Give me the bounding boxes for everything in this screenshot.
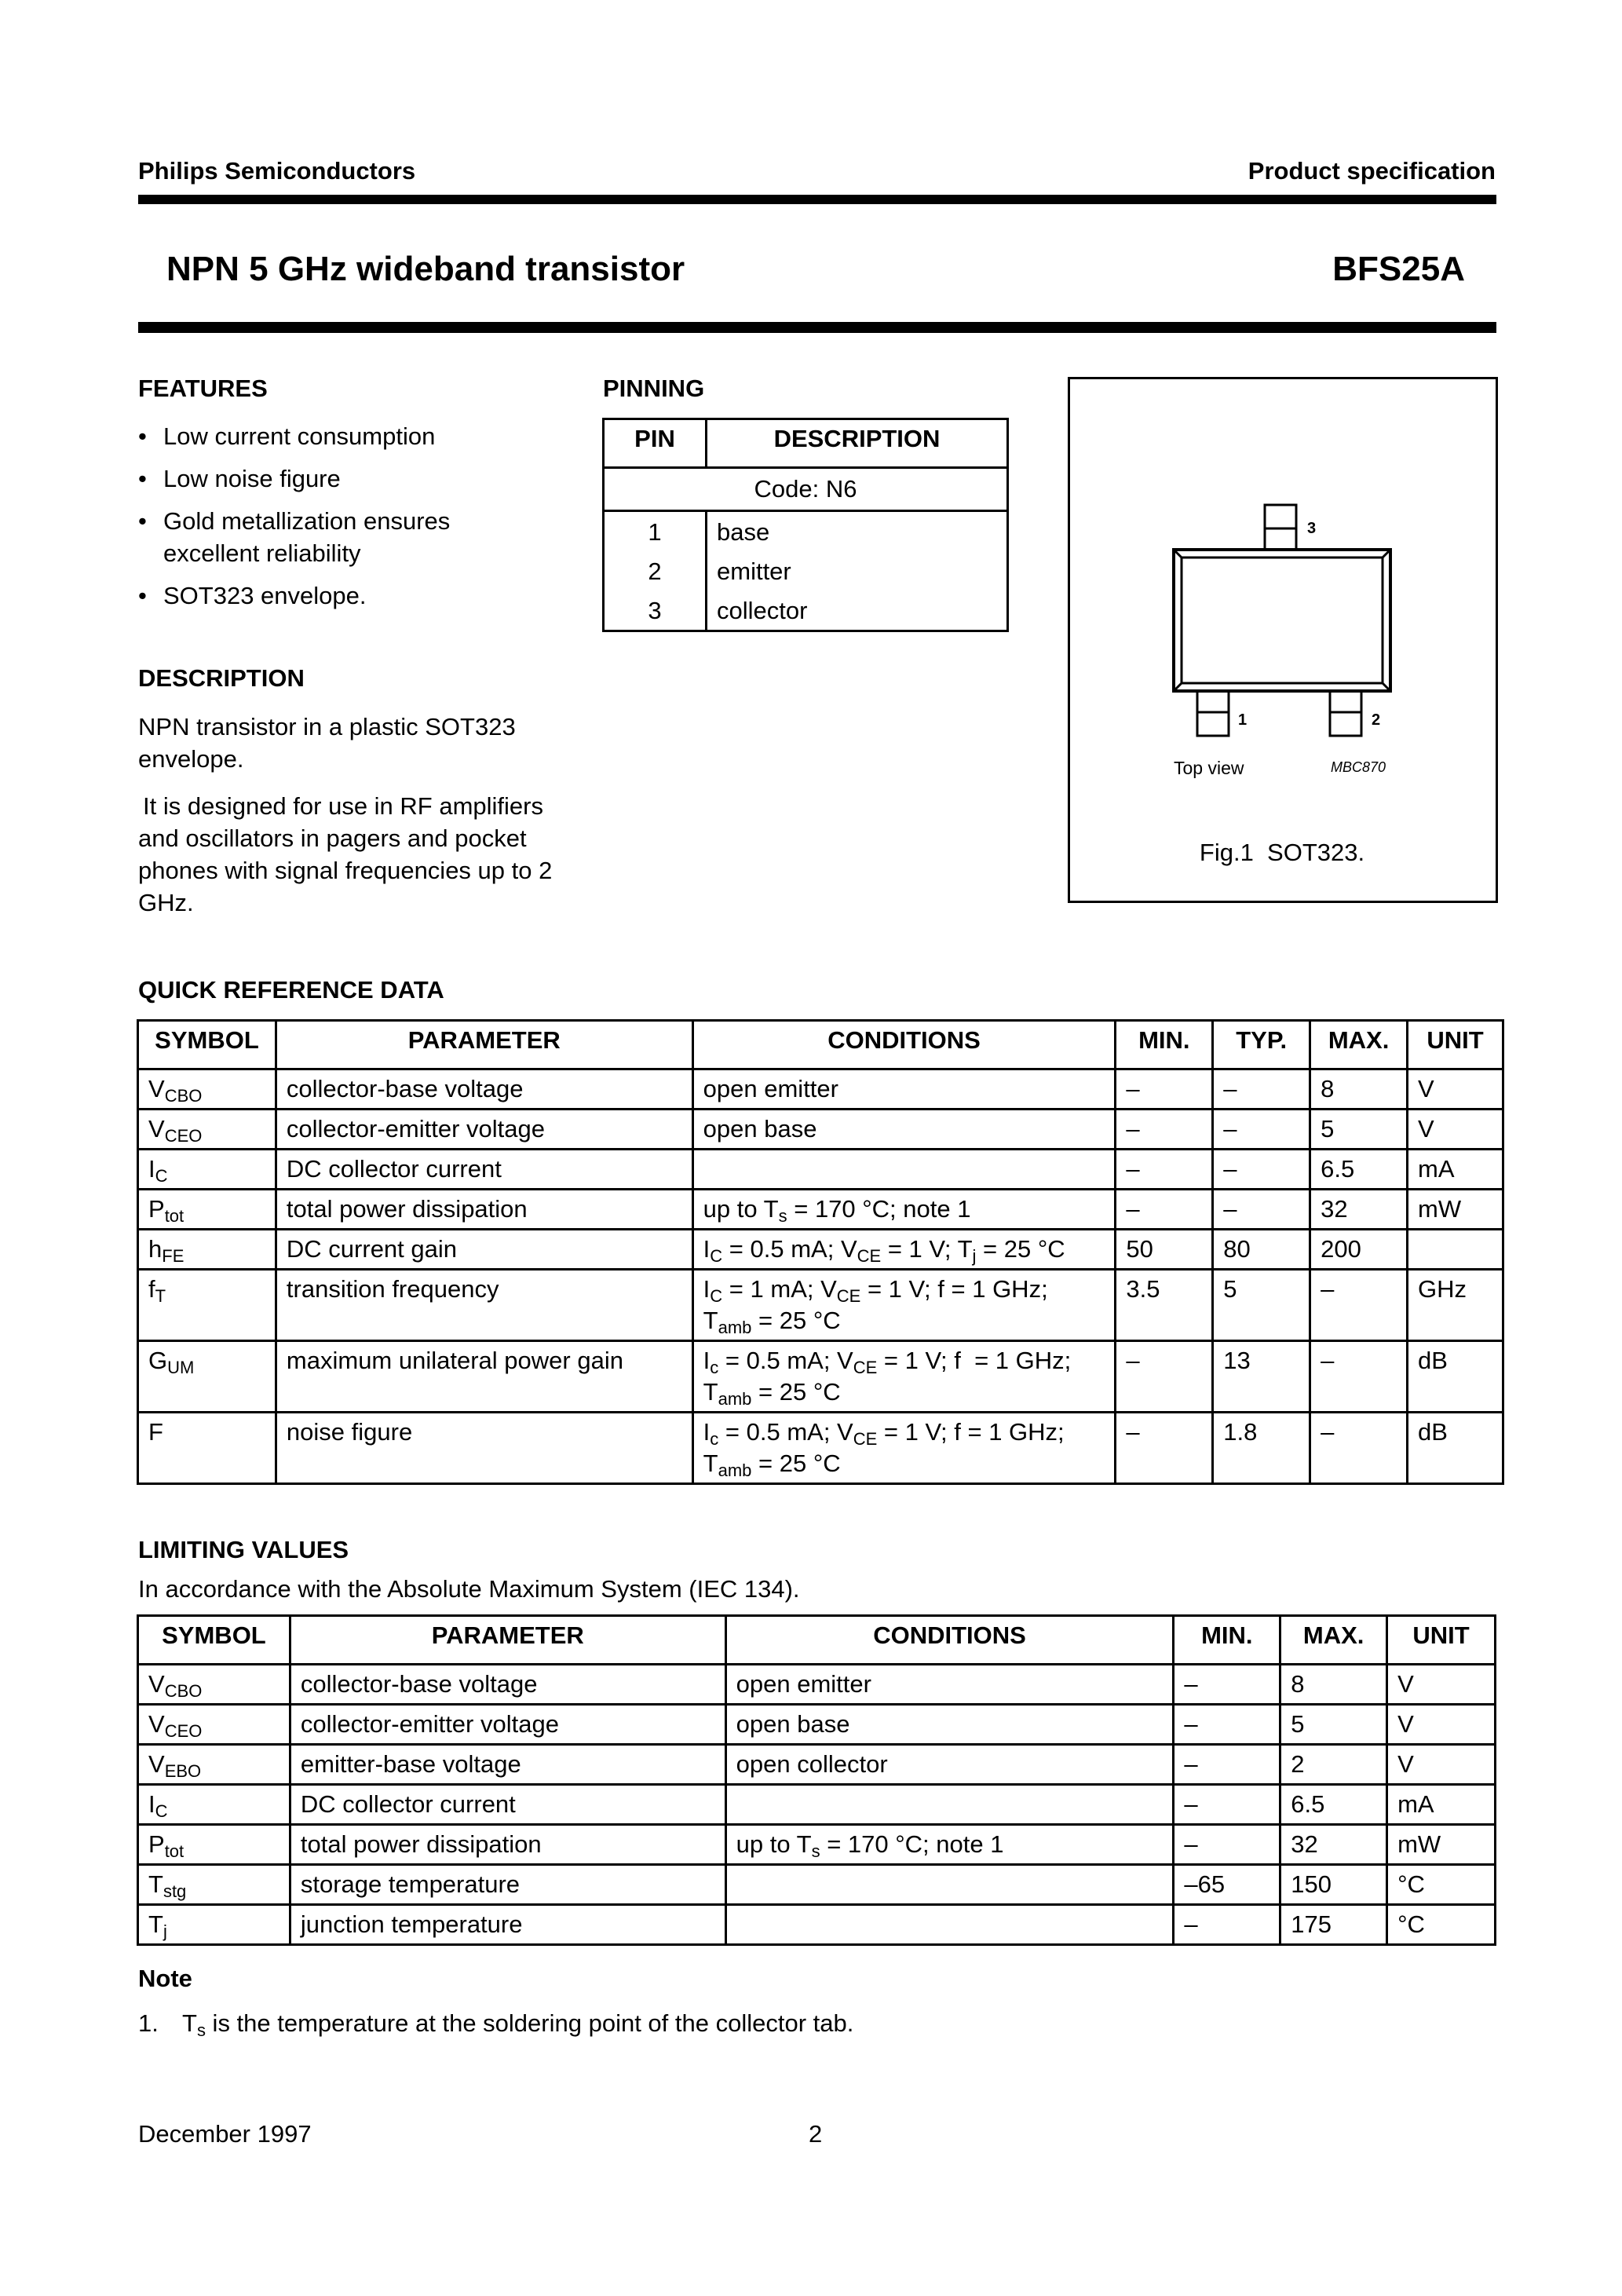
cell-cond: up to $T_s = 170$ °C; note 1 xyxy=(725,1825,1174,1865)
cell-unit: GHz xyxy=(1408,1270,1503,1341)
col-unit: UNIT xyxy=(1387,1616,1496,1665)
col-symbol: SYMBOL xyxy=(138,1021,276,1069)
col-description: DESCRIPTION xyxy=(707,419,1008,468)
table-row xyxy=(138,1190,1503,1230)
description-text-1: NPN transistor in a plastic SOT323 envelope. xyxy=(138,713,516,773)
cell-min: – xyxy=(1174,1665,1280,1705)
cell-cond xyxy=(725,1905,1174,1945)
header-rule xyxy=(138,195,1496,204)
cell-param: emitter-base voltage xyxy=(290,1745,725,1785)
cell-unit: V xyxy=(1387,1745,1496,1785)
table-row xyxy=(138,1150,1503,1190)
cell-typ: – xyxy=(1213,1190,1310,1230)
cell-param: transition frequency xyxy=(276,1270,692,1341)
page-number: 2 xyxy=(809,2120,823,2148)
cell-param: collector-base voltage xyxy=(276,1069,692,1110)
pin1-label: 1 xyxy=(1238,711,1248,729)
title-rule xyxy=(138,322,1496,333)
cell-typ: – xyxy=(1213,1150,1310,1190)
cell-min: – xyxy=(1174,1825,1280,1865)
cell-max: 8 xyxy=(1310,1069,1408,1110)
cell-min: – xyxy=(1174,1705,1280,1745)
cell-unit: mW xyxy=(1387,1825,1496,1865)
cell-cond: $I_C = 1$ mA; $V_{CE} = 1$ V; f = 1 GHz; $T_{amb} = 25$ °C xyxy=(692,1270,1116,1341)
pin3-label: 3 xyxy=(1307,520,1317,537)
cell-min: – xyxy=(1116,1190,1213,1230)
cell-max: 2 xyxy=(1280,1745,1387,1785)
col-min: MIN. xyxy=(1116,1021,1213,1069)
cell-symbol: $V_{CEO}$ xyxy=(138,1110,276,1150)
cell-max: 8 xyxy=(1280,1665,1387,1705)
table-row xyxy=(138,1745,1496,1785)
cell-symbol: F xyxy=(138,1413,276,1484)
cell-max: 175 xyxy=(1280,1905,1387,1945)
cell-unit: °C xyxy=(1387,1865,1496,1905)
cell-symbol: $P_{tot}$ xyxy=(138,1190,276,1230)
cell-unit: mA xyxy=(1387,1785,1496,1825)
table-row: 1 base xyxy=(604,511,1008,552)
cell-cond: open emitter xyxy=(725,1665,1174,1705)
list-item: • SOT323 envelope. xyxy=(138,582,367,609)
cell-min: – xyxy=(1174,1905,1280,1945)
cell-param: DC collector current xyxy=(290,1785,725,1825)
sot323-package-drawing xyxy=(1070,379,1496,901)
description-text-2: It is designed for use in RF amplifiers and oscillators in pagers and pocket phones with signal frequencies up to 2 GHz. xyxy=(138,792,553,916)
features-list xyxy=(138,420,546,622)
lv-intro: In accordance with the Absolute Maximum System (IEC 134). xyxy=(138,1575,800,1603)
cell-symbol: $V_{CEO}$ xyxy=(138,1705,290,1745)
cell-cond: $I_c = 0.5$ mA; $V_{CE} = 1$ V; f = 1 GHz; $T_{amb} = 25$ °C xyxy=(692,1413,1116,1484)
cell-unit: dB xyxy=(1408,1341,1503,1413)
cell-unit: mW xyxy=(1408,1190,1503,1230)
cell-cond: $I_C = 0.5$ mA; $V_{CE} = 1$ V; $T_j = 25$ °C xyxy=(692,1230,1116,1270)
cell-unit: V xyxy=(1387,1665,1496,1705)
cell-cond xyxy=(725,1785,1174,1825)
cell-unit: V xyxy=(1408,1110,1503,1150)
col-pin: PIN xyxy=(604,419,707,468)
note-number: 1. xyxy=(138,2009,159,2037)
pin2-label: 2 xyxy=(1372,711,1381,729)
cell-unit: mA xyxy=(1408,1150,1503,1190)
table-row xyxy=(138,1341,1503,1413)
cell-min: 3.5 xyxy=(1116,1270,1213,1341)
cell-param: collector-base voltage xyxy=(290,1665,725,1705)
col-parameter: PARAMETER xyxy=(290,1616,725,1665)
features-heading: FEATURES xyxy=(138,375,268,402)
page-title: NPN 5 GHz wideband transistor xyxy=(166,250,685,288)
cell-param: DC collector current xyxy=(276,1150,692,1190)
cell-param: junction temperature xyxy=(290,1905,725,1945)
cell-typ: – xyxy=(1213,1069,1310,1110)
table-row xyxy=(138,1665,1496,1705)
cell-cond: open collector xyxy=(725,1745,1174,1785)
cell-max: 5 xyxy=(1310,1110,1408,1150)
cell-max: 5 xyxy=(1280,1705,1387,1745)
col-conditions: CONDITIONS xyxy=(725,1616,1174,1665)
doc-type: Product specification xyxy=(1248,157,1496,185)
table-row xyxy=(138,1905,1496,1945)
cell-typ: 13 xyxy=(1213,1341,1310,1413)
cell-unit: °C xyxy=(1387,1905,1496,1945)
table-row xyxy=(138,1785,1496,1825)
description-heading: DESCRIPTION xyxy=(138,664,305,692)
cell-cond: $I_c = 0.5$ mA; $V_{CE} = 1$ V; f = 1 GHz; $T_{amb} = 25$ °C xyxy=(692,1341,1116,1413)
cell-typ: 80 xyxy=(1213,1230,1310,1270)
table-row xyxy=(138,1069,1503,1110)
cell-typ: – xyxy=(1213,1110,1310,1150)
cell-max: – xyxy=(1310,1341,1408,1413)
cell-cond xyxy=(725,1865,1174,1905)
cell-cond xyxy=(692,1150,1116,1190)
footer-date: December 1997 xyxy=(138,2120,312,2148)
package-code: Code: N6 xyxy=(604,468,1008,511)
lv-heading: LIMITING VALUES xyxy=(138,1536,349,1563)
cell-cond: open base xyxy=(725,1705,1174,1745)
cell-symbol: $P_{tot}$ xyxy=(138,1825,290,1865)
top-view-label: Top view xyxy=(1174,758,1244,778)
cell-max: 6.5 xyxy=(1280,1785,1387,1825)
table-row xyxy=(138,1865,1496,1905)
col-unit: UNIT xyxy=(1408,1021,1503,1069)
cell-unit: V xyxy=(1387,1705,1496,1745)
qrd-heading: QUICK REFERENCE DATA xyxy=(138,976,444,1004)
col-symbol: SYMBOL xyxy=(138,1616,290,1665)
list-item: • Low noise figure xyxy=(138,465,341,492)
cell-min: – xyxy=(1174,1745,1280,1785)
cell-symbol: $G_{UM}$ xyxy=(138,1341,276,1413)
cell-min: – xyxy=(1116,1341,1213,1413)
cell-param: collector-emitter voltage xyxy=(290,1705,725,1745)
cell-min: – xyxy=(1116,1413,1213,1484)
cell-max: – xyxy=(1310,1413,1408,1484)
cell-max: 6.5 xyxy=(1310,1150,1408,1190)
cell-unit: V xyxy=(1408,1069,1503,1110)
figure-caption: Fig.1 SOT323. xyxy=(1199,839,1365,866)
cell-max: 32 xyxy=(1310,1190,1408,1230)
cell-symbol: $T_{stg}$ xyxy=(138,1865,290,1905)
cell-param: noise figure xyxy=(276,1413,692,1484)
cell-symbol: $V_{CBO}$ xyxy=(138,1665,290,1705)
cell-min: 50 xyxy=(1116,1230,1213,1270)
cell-symbol: $h_{FE}$ xyxy=(138,1230,276,1270)
cell-max: 200 xyxy=(1310,1230,1408,1270)
part-number: BFS25A xyxy=(1332,250,1465,288)
col-typ: TYP. xyxy=(1213,1021,1310,1069)
cell-typ: 1.8 xyxy=(1213,1413,1310,1484)
col-parameter: PARAMETER xyxy=(276,1021,692,1069)
pinning-table xyxy=(602,418,1009,632)
quick-reference-table xyxy=(137,1019,1504,1485)
table-row xyxy=(138,1230,1503,1270)
cell-param: total power dissipation xyxy=(276,1190,692,1230)
list-item: • Low current consumption xyxy=(138,422,436,450)
cell-cond: open emitter xyxy=(692,1069,1116,1110)
cell-symbol: $f_T$ xyxy=(138,1270,276,1341)
cell-param: storage temperature xyxy=(290,1865,725,1905)
cell-typ: 5 xyxy=(1213,1270,1310,1341)
cell-min: – xyxy=(1116,1110,1213,1150)
table-row xyxy=(138,1110,1503,1150)
cell-param: total power dissipation xyxy=(290,1825,725,1865)
table-row xyxy=(138,1825,1496,1865)
cell-min: – xyxy=(1174,1785,1280,1825)
table-row: 3 collector xyxy=(604,592,1008,631)
drawing-code: MBC870 xyxy=(1331,759,1386,775)
cell-min: – xyxy=(1116,1069,1213,1110)
table-row: 2 emitter xyxy=(604,551,1008,592)
cell-param: DC current gain xyxy=(276,1230,692,1270)
list-item: • Gold metallization ensures excellent reliability xyxy=(138,507,451,567)
col-max: MAX. xyxy=(1310,1021,1408,1069)
table-row xyxy=(138,1705,1496,1745)
company-name: Philips Semiconductors xyxy=(138,157,416,185)
col-max: MAX. xyxy=(1280,1616,1387,1665)
cell-symbol: $T_j$ xyxy=(138,1905,290,1945)
cell-cond: open base xyxy=(692,1110,1116,1150)
col-min: MIN. xyxy=(1174,1616,1280,1665)
package-figure xyxy=(1068,377,1498,903)
cell-param: collector-emitter voltage xyxy=(276,1110,692,1150)
cell-symbol: $V_{CBO}$ xyxy=(138,1069,276,1110)
cell-cond: up to $T_s = 170$ °C; note 1 xyxy=(692,1190,1116,1230)
cell-symbol: $I_C$ xyxy=(138,1785,290,1825)
cell-max: 150 xyxy=(1280,1865,1387,1905)
note-heading: Note xyxy=(138,1965,192,1992)
limiting-values-table xyxy=(137,1614,1496,1946)
cell-symbol: $I_C$ xyxy=(138,1150,276,1190)
cell-symbol: $V_{EBO}$ xyxy=(138,1745,290,1785)
cell-max: 32 xyxy=(1280,1825,1387,1865)
cell-max: – xyxy=(1310,1270,1408,1341)
pinning-heading: PINNING xyxy=(603,375,705,402)
table-row xyxy=(138,1270,1503,1341)
note-text: $T_s$ is the temperature at the soldering point of the collector tab. xyxy=(182,2009,854,2040)
cell-min: – xyxy=(1116,1150,1213,1190)
col-conditions: CONDITIONS xyxy=(692,1021,1116,1069)
cell-param: maximum unilateral power gain xyxy=(276,1341,692,1413)
cell-min: –65 xyxy=(1174,1865,1280,1905)
cell-unit xyxy=(1408,1230,1503,1270)
cell-unit: dB xyxy=(1408,1413,1503,1484)
table-row xyxy=(138,1413,1503,1484)
